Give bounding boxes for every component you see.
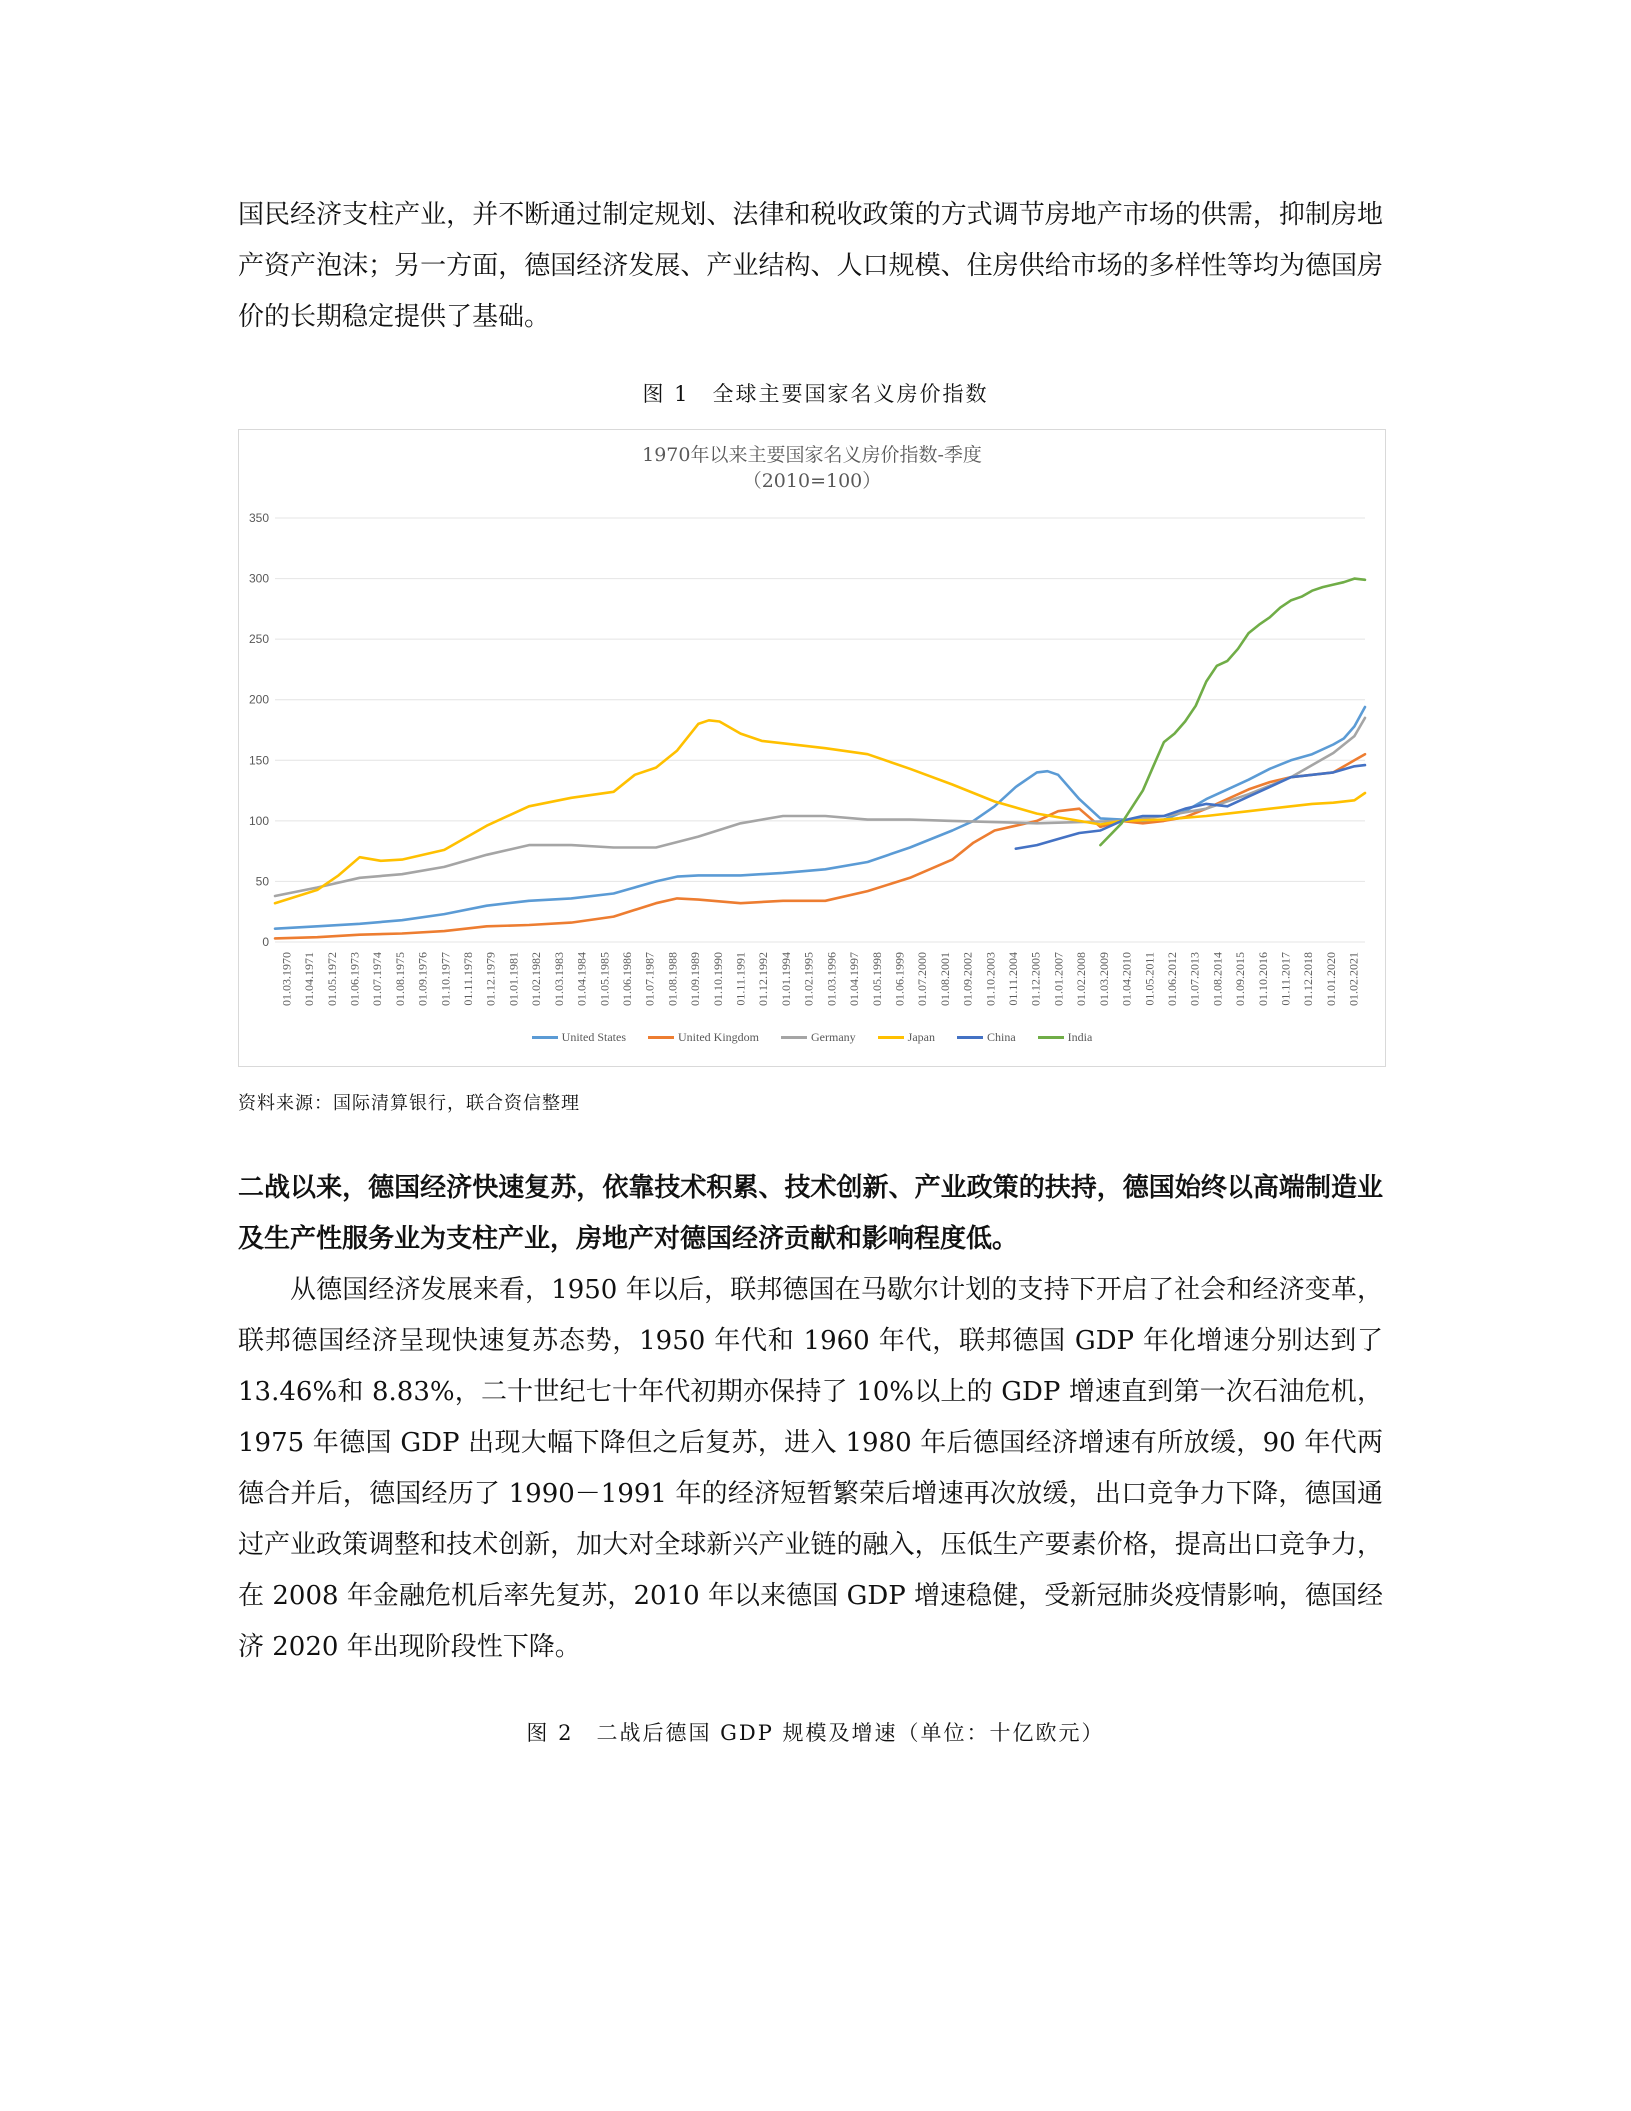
legend-item: [532, 1030, 626, 1045]
x-tick-label: 01.11.2004: [1006, 952, 1021, 1006]
x-tick-label: 01.11.1991: [733, 952, 748, 1006]
x-tick-label: 01.10.1990: [710, 952, 725, 1006]
line-chart: [239, 430, 1387, 1030]
x-tick-label: 01.06.1986: [619, 952, 634, 1006]
x-tick-label: 01.07.1974: [370, 952, 385, 1006]
x-tick-label: 01.08.2001: [937, 952, 952, 1006]
legend-item: [648, 1030, 759, 1045]
legend-label: Germany: [811, 1030, 856, 1044]
x-tick-label: 01.08.1975: [392, 952, 407, 1006]
x-tick-label: 01.11.1978: [461, 952, 476, 1006]
chart-legend: [239, 1030, 1385, 1045]
legend-item: [957, 1030, 1016, 1045]
legend-item: [878, 1030, 935, 1045]
y-tick-label: 0: [262, 935, 269, 949]
figure-1-source: 资料来源：国际清算银行，联合资信整理: [238, 1093, 580, 1114]
legend-label: United Kingdom: [678, 1030, 759, 1044]
x-tick-label: 01.03.1996: [824, 952, 839, 1006]
x-tick-label: 01.01.2020: [1323, 952, 1338, 1006]
legend-label: India: [1067, 1030, 1093, 1044]
x-tick-label: 01.04.2010: [1119, 952, 1134, 1006]
legend-item: [1038, 1030, 1093, 1045]
y-tick-label: 100: [248, 813, 269, 828]
paragraph-1: 国民经济支柱产业，并不断通过制定规划、法律和税收政策的方式调节房地产市场的供需，抑制房地产资产泡沫；另一方面，德国经济发展、产业结构、人口规模、住房供给市场的多样性等均为德国房价的长期稳定提供了基础。: [238, 200, 1383, 332]
chart-frame: [238, 429, 1386, 1067]
legend-item: [781, 1030, 856, 1045]
x-tick-label: 01.04.1984: [574, 952, 589, 1006]
legend-swatch: [1038, 1036, 1064, 1039]
x-tick-label: 01.02.1995: [801, 952, 816, 1006]
x-tick-label: 01.07.2000: [915, 952, 930, 1006]
x-tick-label: 01.04.1971: [302, 952, 317, 1006]
x-tick-label: 01.02.2008: [1074, 952, 1089, 1006]
x-tick-label: 01.06.2012: [1164, 952, 1179, 1006]
chart-subtitle: （2010=100）: [742, 470, 882, 492]
legend-swatch: [648, 1036, 674, 1039]
legend-label: United States: [561, 1030, 626, 1044]
y-tick-label: 50: [255, 874, 269, 889]
x-tick-label: 01.03.2009: [1096, 952, 1111, 1006]
x-tick-label: 01.11.2017: [1278, 952, 1293, 1006]
x-tick-label: 01.01.1981: [506, 952, 521, 1006]
x-tick-label: 01.02.2021: [1346, 952, 1361, 1006]
legend-swatch: [957, 1036, 983, 1039]
x-tick-label: 01.09.2002: [960, 952, 975, 1006]
paragraph-2-bold: 二战以来，德国经济快速复苏，依靠技术积累、技术创新、产业政策的扶持，德国始终以高端制造业及生产性服务业为支柱产业，房地产对德国经济贡献和影响程度低。: [238, 1173, 1383, 1254]
x-tick-label: 01.03.1983: [551, 952, 566, 1006]
x-tick-label: 01.12.2005: [1028, 952, 1043, 1006]
y-tick-label: 200: [248, 692, 269, 707]
x-tick-label: 01.07.1987: [642, 952, 657, 1006]
x-tick-label: 01.09.2015: [1233, 952, 1248, 1006]
x-tick-label: 01.12.2018: [1301, 952, 1316, 1006]
series-line-united-states: [275, 707, 1365, 929]
x-tick-label: 01.12.1979: [483, 952, 498, 1006]
legend-swatch: [878, 1036, 904, 1039]
series-line-united-kingdom: [275, 754, 1365, 938]
x-tick-label: 01.05.2011: [1142, 952, 1157, 1006]
x-tick-label: 01.05.1998: [869, 952, 884, 1006]
y-tick-label: 350: [248, 511, 269, 525]
figure-2-caption: 图 2 二战后德国 GDP 规模及增速（单位：十亿欧元）: [526, 1721, 1105, 1745]
legend-swatch: [781, 1036, 807, 1039]
y-tick-label: 150: [248, 753, 269, 768]
x-tick-label: 01.04.1997: [847, 952, 862, 1006]
y-tick-label: 250: [248, 632, 269, 647]
x-tick-label: 01.02.1982: [529, 952, 544, 1006]
y-tick-label: 300: [248, 571, 269, 586]
chart-title: 1970年以来主要国家名义房价指数-季度: [642, 444, 982, 466]
x-tick-label: 01.05.1972: [324, 952, 339, 1006]
x-tick-label: 01.09.1989: [688, 952, 703, 1006]
x-tick-label: 01.03.1970: [279, 952, 294, 1006]
x-tick-label: 01.09.1976: [415, 952, 430, 1006]
x-tick-label: 01.08.1988: [665, 952, 680, 1006]
x-tick-label: 01.05.1985: [597, 952, 612, 1006]
x-tick-label: 01.06.1973: [347, 952, 362, 1006]
x-tick-label: 01.01.2007: [1051, 952, 1066, 1006]
x-tick-label: 01.08.2014: [1210, 952, 1225, 1006]
figure-1-caption: 图 1 全球主要国家名义房价指数: [642, 382, 989, 406]
x-tick-label: 01.07.2013: [1187, 952, 1202, 1006]
x-tick-label: 01.10.1977: [438, 952, 453, 1006]
series-line-china: [1016, 765, 1365, 849]
x-tick-label: 01.01.1994: [778, 952, 793, 1006]
x-tick-label: 01.10.2016: [1255, 952, 1270, 1006]
legend-label: China: [986, 1030, 1016, 1044]
legend-label: Japan: [907, 1030, 935, 1044]
paragraph-3: 从德国经济发展来看，1950 年以后，联邦德国在马歇尔计划的支持下开启了社会和经济变革，联邦德国经济呈现快速复苏态势，1950 年代和 1960 年代，联邦德国 GDP 年化增速分别达到了 13.46%和 8.83%，二十世纪七十年代初期亦保持了 10%以上的 GDP 增速直到第一次石油危机，1975 年德国 GDP 出现大幅下降但之后复苏，进入 1980 年后德国经济增速有所放缓，90 年代两德合并后，德国经历了 1990－1991 年的经济短暂繁荣后增速再次放缓，出口竞争力下降，德国通过产业政策调整和技术创新，加大对全球新兴产业链的融入，压低生产要素价格，提高出口竞争力，在 2008 年金融危机后率先复苏，2010 年以来德国 GDP 增速稳健，受新冠肺炎疫情影响，德国经济 2020 年出现阶段性下降。: [238, 1275, 1383, 1662]
x-tick-label: 01.12.1992: [756, 952, 771, 1006]
legend-swatch: [532, 1036, 558, 1039]
x-tick-label: 01.06.1999: [892, 952, 907, 1006]
x-tick-label: 01.10.2003: [983, 952, 998, 1006]
